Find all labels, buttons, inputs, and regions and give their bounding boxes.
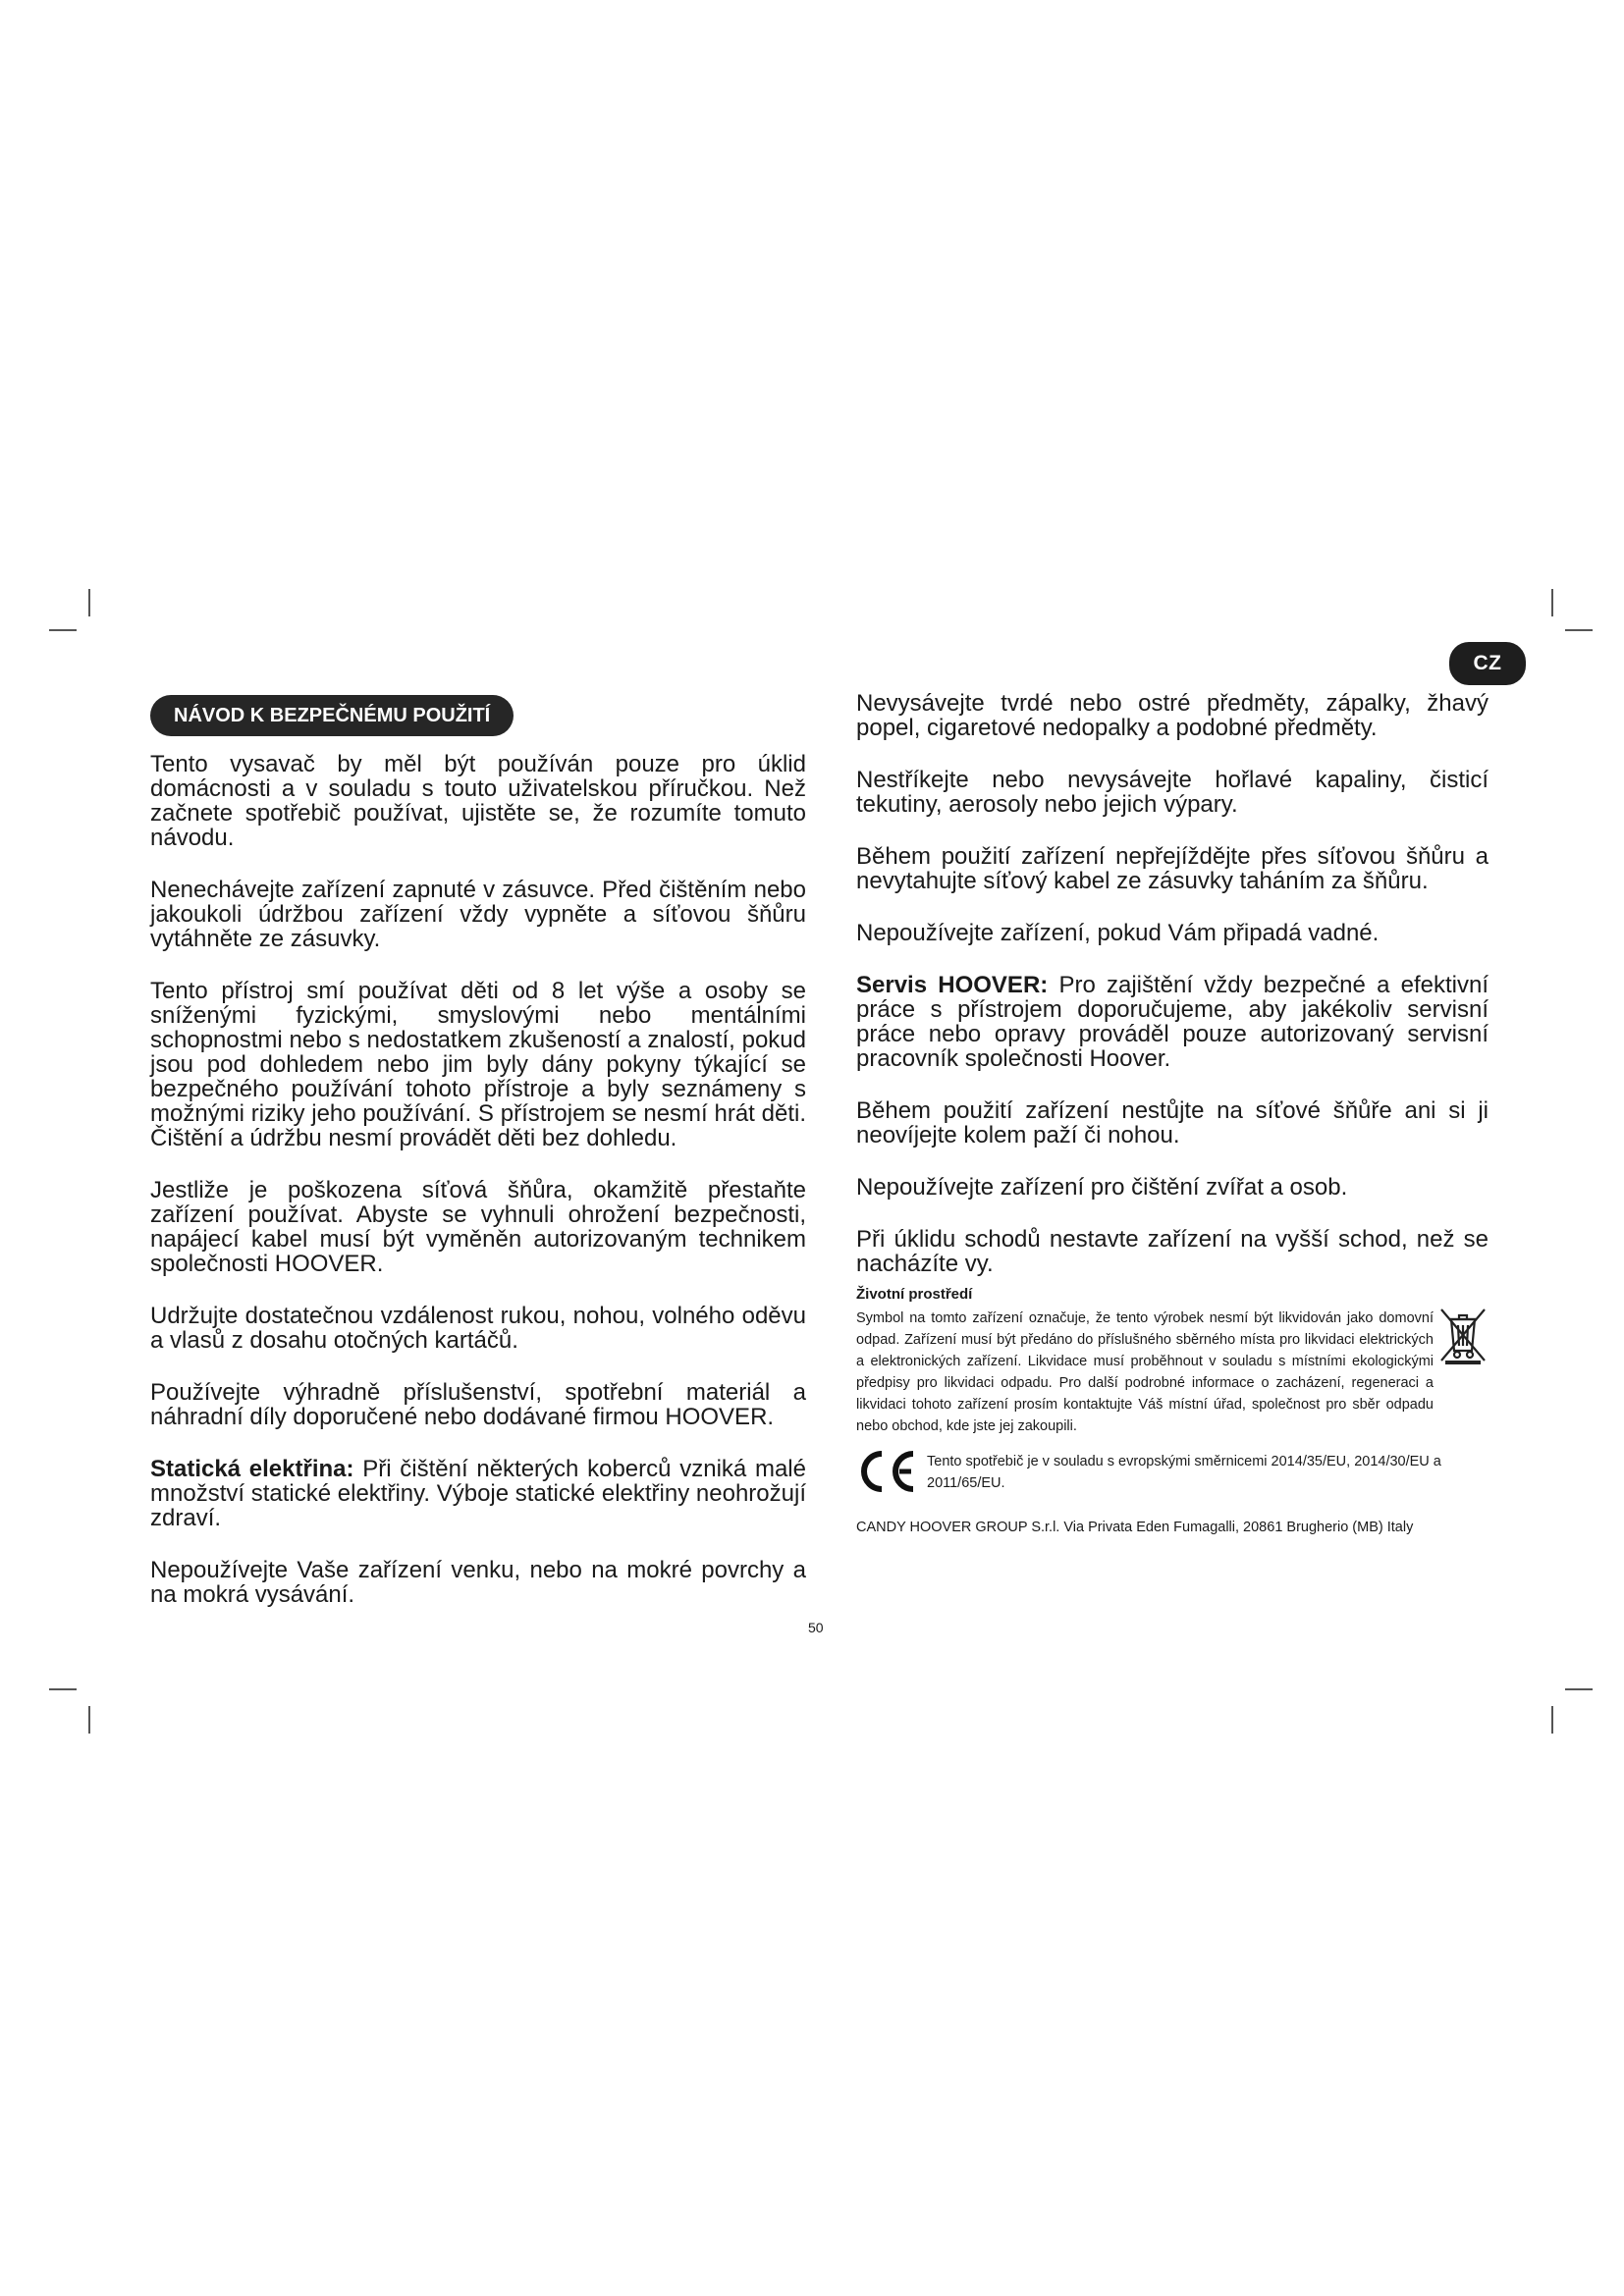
paragraph — [150, 1457, 806, 1530]
crop-mark — [88, 1706, 90, 1734]
paragraph: Nevysávejte tvrdé nebo ostré předměty, zápalky, žhavý popel, cigaretové nedopalky a podobné předměty. — [856, 690, 1489, 741]
paragraph: Během použití zařízení nestůjte na síťové šňůře ani si ji neovíjejte kolem paží či nohou. — [856, 1097, 1489, 1148]
paragraph: Nestříkejte nebo nevysávejte hořlavé kapaliny, čisticí tekutiny, aerosoly nebo jejich výpary. — [856, 767, 1489, 818]
crop-mark — [49, 629, 77, 631]
paragraph: Nepoužívejte Vaše zařízení venku, nebo na mokré povrchy a na mokrá vysávání. — [150, 1557, 806, 1608]
crop-mark — [88, 589, 90, 616]
paragraph: Používejte výhradně příslušenství, spotřební materiál a náhradní díly doporučené nebo dodávané firmou HOOVER. — [150, 1379, 806, 1430]
crossed-bin-icon — [1437, 1306, 1489, 1364]
section-title: NÁVOD K BEZPEČNÉMU POUŽITÍ — [150, 695, 514, 736]
right-column — [856, 691, 1489, 1304]
paragraph — [856, 973, 1489, 1071]
crop-mark — [49, 1688, 77, 1690]
paragraph: Nepoužívejte zařízení, pokud Vám připadá vadné. — [856, 920, 1380, 946]
paragraph: Udržujte dostatečnou vzdálenost rukou, nohou, volného oděvu a vlasů z dosahu otočných kartáčů. — [150, 1303, 806, 1354]
environment-title: Životní prostředí — [856, 1286, 973, 1303]
bold-lead: Statická elektřina: — [150, 1456, 354, 1482]
paragraph: Tento vysavač by měl být používán pouze pro úklid domácnosti a v souladu s touto uživatelskou příručkou. Než začnete spotřebič používat, ujistěte se, že rozumíte tomuto návodu. — [150, 751, 806, 851]
paragraph-text: Při čištění některých koberců vzniká malé množství statické elektřiny. Výboje statické elektřiny neohrožují zdraví. — [150, 1456, 806, 1531]
ce-text: Tento spotřebič je v souladu s evropskými směrnicemi 2014/35/EU, 2014/30/EU a 2011/65/EU. — [927, 1454, 1441, 1491]
paragraph: Během použití zařízení nepřejíždějte přes síťovou šňůru a nevytahujte síťový kabel ze zásuvky taháním za šňůru. — [856, 843, 1489, 894]
environment-text: Symbol na tomto zařízení označuje, že tento výrobek nesmí být likvidován jako domovní odpad. Zařízení musí být předáno do příslušného sběrného místa pro likvidaci elektrických a elektronických zařízení. Likvidace musí proběhnout v souladu s místními ekologickými předpisy pro likvidaci odpadu. Pro další podrobné informace o zacházení, regeneraci a likvidaci tohoto zařízení prosím kontaktujte Váš místní úřad, společnost pro sběr odpadu nebo obchod, kde jste jej zakoupili. — [856, 1310, 1434, 1434]
environment-section — [856, 1284, 1489, 1437]
crop-mark — [1551, 589, 1553, 616]
paragraph: Nepoužívejte zařízení pro čištění zvířat a osob. — [856, 1174, 1348, 1201]
crop-mark — [1565, 629, 1593, 631]
company-address: CANDY HOOVER GROUP S.r.l. Via Privata Eden Fumagalli, 20861 Brugherio (MB) Italy — [856, 1520, 1414, 1535]
paragraph: Při úklidu schodů nestavte zařízení na vyšší schod, než se nacházíte vy. — [856, 1226, 1489, 1277]
paragraph: Jestliže je poškozena síťová šňůra, okamžitě přestaňte zařízení používat. Abyste se vyhnuli ohrožení bezpečnosti, napájecí kabel musí být vyměněn autorizovaným technikem společnosti HOOVER. — [150, 1177, 806, 1277]
language-badge: CZ — [1449, 642, 1526, 685]
paragraph: Nenechávejte zařízení zapnuté v zásuvce. Před čištěním nebo jakoukoli údržbou zařízení vždy vypněte a síťovou šňůru vytáhněte ze zásuvky. — [150, 877, 806, 952]
ce-mark-icon — [856, 1449, 919, 1494]
left-column — [150, 752, 806, 1634]
page-number: 50 — [808, 1620, 824, 1635]
bold-lead: Servis HOOVER: — [856, 972, 1049, 998]
paragraph: Tento přístroj smí používat děti od 8 let výše a osoby se sníženými fyzickými, smyslovými nebo mentálními schopnostmi nebo s nedostatkem zkušeností a znalostí, pokud jsou pod dohledem nebo jim byly dány pokyny týkající se bezpečného používání tohoto přístroje a byly seznámeny s možnými riziky jeho používání. S přístrojem se nesmí hrát děti. Čištění a údržbu nesmí provádět děti bez dohledu. — [150, 978, 806, 1151]
paragraph-text: Pro zajištění vždy bezpečné a efektivní práce s přístrojem doporučujeme, aby jakékoliv servisní práce nebo opravy prováděl pouze autorizovaný servisní pracovník společnosti Hoover. — [856, 972, 1489, 1072]
ce-compliance — [856, 1449, 1489, 1508]
crop-mark — [1551, 1706, 1553, 1734]
crop-mark — [1565, 1688, 1593, 1690]
